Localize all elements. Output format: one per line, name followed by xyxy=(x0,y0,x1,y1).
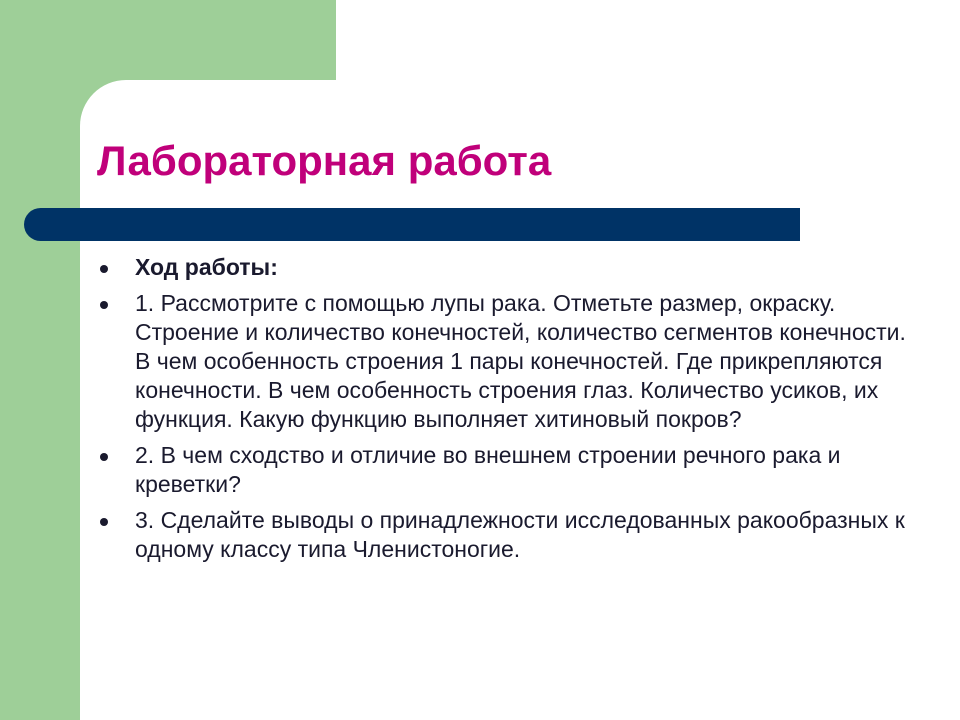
bullet-dot-icon xyxy=(100,265,108,273)
bullet-text: 3. Сделайте выводы о принадлежности исследованных ракообразных к одному классу типа Членистоногие. xyxy=(135,507,905,562)
list-item xyxy=(100,289,920,434)
list-item xyxy=(100,441,920,499)
bullet-text: 2. В чем сходство и отличие во внешнем строении речного рака и креветки? xyxy=(135,442,841,497)
title-divider-bar xyxy=(24,208,800,241)
bullet-list xyxy=(100,253,920,571)
bullet-text: 1. Рассмотрите с помощью лупы рака. Отметьте размер, окраску. Строение и количество конечностей, количество сегментов конечности. В чем особенность строения 1 пары конечностей. Где прикрепляются конечности. В чем особенность строения глаз. Количество усиков, их функция. Какую функцию выполняет хитиновый покров? xyxy=(135,290,906,432)
bullet-dot-icon xyxy=(100,518,108,526)
list-item xyxy=(100,506,920,564)
bullet-dot-icon xyxy=(100,453,108,461)
bullet-heading-text: Ход работы: xyxy=(135,254,278,280)
list-item xyxy=(100,253,920,282)
green-accent-left xyxy=(0,0,80,720)
bullet-dot-icon xyxy=(100,301,108,309)
slide-title: Лабораторная работа xyxy=(97,137,552,184)
